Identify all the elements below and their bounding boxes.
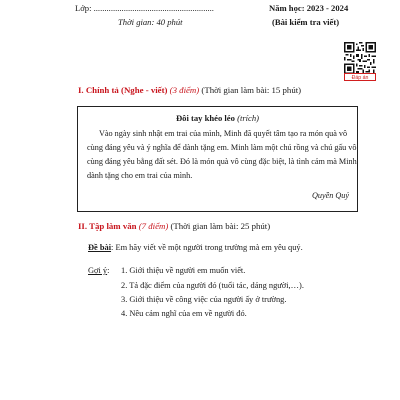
- section-1-time: (Thời gian làm bài: 15 phút): [201, 85, 302, 95]
- passage-body: [87, 127, 357, 183]
- section-1-heading: [78, 85, 301, 95]
- dictation-passage-box: [77, 106, 358, 212]
- section-1-title: I. Chính tả (Nghe - viết): [78, 85, 168, 95]
- hint-item: 1. Giới thiệu về người em muốn viết.: [121, 266, 246, 275]
- time-limit: Thời gian: 40 phút: [118, 17, 183, 27]
- hints-label: Gợi ý:: [88, 266, 110, 275]
- passage-line: cùng đáng yêu và ý nghĩa để dành tặng em. Minh làm một chú rồng và chú gấu vô: [87, 143, 357, 152]
- essay-prompt-label: Đề bài: [88, 243, 112, 252]
- passage-title-text: Đôi tay khéo léo: [175, 113, 235, 123]
- test-type: (Bài kiểm tra viết): [272, 17, 340, 27]
- hint-item: 4. Nêu cảm nghĩ của em về người đó.: [121, 309, 247, 318]
- answer-key-label[interactable]: Đáp án: [344, 73, 376, 81]
- hint-item: 3. Giới thiệu về công việc của người ấy ở trường.: [121, 295, 287, 304]
- section-1-points: (3 điểm): [169, 85, 200, 95]
- qr-code-icon[interactable]: [344, 42, 376, 74]
- passage-author: Quyền Quý: [311, 191, 349, 200]
- school-year: Năm học: 2023 - 2024: [269, 3, 349, 13]
- passage-line: dành tặng cho em trai của mình.: [87, 171, 193, 180]
- essay-prompt-text: : Em hãy viết về một người trong trường mà em yêu quý.: [111, 243, 303, 252]
- hint-item: 2. Tả đặc điểm của người đó (tuổi tác, dáng người,…).: [121, 281, 304, 290]
- class-field: Lớp: ........................................................: [75, 3, 214, 13]
- section-2-heading: [78, 221, 270, 231]
- passage-title: [78, 113, 357, 123]
- passage-title-note: (trích): [237, 113, 260, 123]
- passage-line: cùng đáng yêu bằng đất sét. Đó là món quà vô cùng đặc biệt, là tình cảm mà Minh: [87, 157, 357, 166]
- section-2-title: II. Tập làm văn: [78, 221, 137, 231]
- hints-label-text: Gợi ý: [88, 266, 108, 275]
- passage-line: Vào ngày sinh nhật em trai của mình, Minh đã quyết tâm tạo ra món quà vô: [99, 129, 348, 138]
- section-2-points: (7 điểm): [138, 221, 169, 231]
- essay-prompt: [88, 243, 303, 252]
- section-2-time: (Thời gian làm bài: 25 phút): [170, 221, 271, 231]
